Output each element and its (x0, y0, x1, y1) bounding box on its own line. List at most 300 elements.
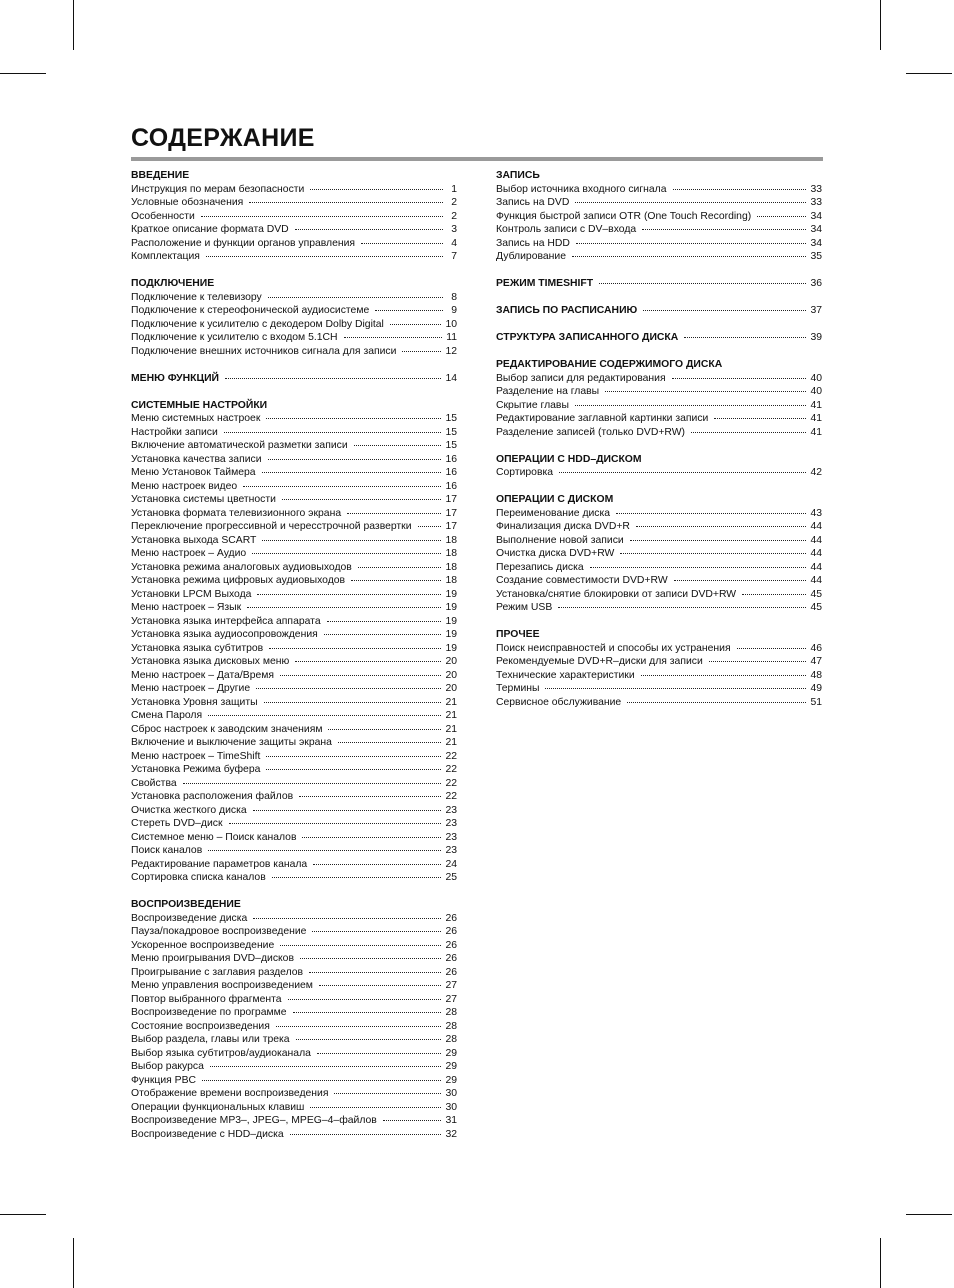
page-number: 15 (445, 426, 457, 438)
toc-entry[interactable] (131, 210, 457, 224)
page-number: 18 (445, 548, 457, 559)
toc-entry[interactable] (131, 750, 457, 764)
toc-entry[interactable] (131, 925, 457, 939)
dot-leader (262, 540, 441, 541)
toc-entry[interactable] (496, 237, 822, 251)
toc-entry[interactable] (131, 790, 457, 804)
toc-entry[interactable] (131, 331, 457, 345)
page-number: 17 (445, 507, 457, 519)
page-number: 41 (810, 426, 822, 438)
toc-entry[interactable] (131, 763, 457, 777)
crop-mark-top-right-v (880, 0, 881, 50)
title-underline (131, 157, 823, 161)
page-number: 28 (445, 1007, 457, 1018)
entry-label: Установка режима аналоговых аудиовыходов (131, 561, 352, 573)
toc-entry[interactable] (131, 574, 457, 588)
entry-label: Сброс настроек к заводским значениям (131, 723, 323, 735)
dot-leader (390, 324, 442, 325)
toc-entry[interactable] (131, 601, 457, 615)
toc-entry[interactable] (131, 979, 457, 993)
entry-label: Выбор ракурса (131, 1061, 204, 1072)
entry-label: Рекомендуемые DVD+R–диски для записи (496, 656, 703, 667)
dot-leader (268, 297, 443, 298)
crop-mark-top-left-v (73, 0, 74, 50)
toc-entry[interactable] (131, 952, 457, 966)
dot-leader (361, 243, 443, 244)
toc-entry[interactable] (131, 723, 457, 737)
toc-entry[interactable] (131, 736, 457, 750)
entry-label: Скрытие главы (496, 399, 569, 411)
entry-label: Установка/снятие блокировки от записи DVD+RW (496, 588, 737, 600)
dot-leader (208, 850, 441, 851)
toc-entry[interactable] (496, 466, 822, 480)
crop-mark-top-left-h (0, 73, 46, 74)
page-number: 22 (445, 777, 457, 789)
dot-leader (257, 594, 441, 595)
toc-entry[interactable] (131, 966, 457, 980)
entry-label: Подключение внешних источников сигнала для записи (131, 345, 397, 357)
entry-label: Подключение к усилителю с декодером Dolby Digital (131, 318, 384, 330)
page-number: 44 (810, 561, 822, 573)
toc-entry[interactable] (131, 777, 457, 791)
entry-label: Термины (496, 683, 540, 694)
dot-leader (575, 202, 806, 203)
entry-label: РЕЖИМ TIMESHIFT (496, 278, 594, 289)
entry-label: Условные обозначения (131, 197, 244, 208)
page-title: СОДЕРЖАНИЕ (131, 124, 315, 152)
entry-label: Выбор источника входного сигнала (496, 183, 667, 195)
toc-entry[interactable] (496, 426, 822, 440)
entry-label: Поиск неисправностей и способы их устранения (496, 642, 731, 654)
toc-entry[interactable] (496, 588, 822, 602)
page-number: 35 (810, 251, 822, 262)
toc-heading-entry[interactable] (496, 277, 822, 291)
page-number: 49 (810, 683, 822, 694)
dot-leader (253, 918, 441, 919)
dot-leader (309, 972, 441, 973)
dot-leader (310, 1107, 441, 1108)
toc-entry[interactable] (131, 939, 457, 953)
dot-leader (256, 688, 441, 689)
dot-leader (313, 864, 441, 865)
dot-leader (293, 1012, 442, 1013)
dot-leader (358, 567, 442, 568)
page-number: 16 (445, 467, 457, 478)
dot-leader (737, 648, 807, 649)
toc-entry[interactable] (496, 399, 822, 413)
entry-label: Разделение на главы (496, 386, 600, 397)
entry-label: Стереть DVD–диск (131, 818, 223, 829)
dot-leader (672, 378, 807, 379)
entry-label: Финализация диска DVD+R (496, 521, 630, 532)
toc-entry[interactable] (131, 709, 457, 723)
toc-entry[interactable] (496, 655, 822, 669)
dot-leader (572, 256, 806, 257)
toc-entry[interactable] (496, 574, 822, 588)
entry-label: Технические характеристики (496, 669, 635, 681)
dot-leader (643, 310, 806, 311)
entry-label: Установки LPCM Выхода (131, 588, 252, 600)
toc-entry[interactable] (131, 1020, 457, 1034)
page-number: 19 (445, 602, 457, 613)
dot-leader (328, 729, 441, 730)
page-number: 12 (445, 345, 457, 357)
section-heading: ЗАПИСЬ (496, 170, 540, 181)
dot-leader (344, 337, 443, 338)
dot-leader (272, 877, 442, 878)
page-number: 18 (445, 534, 457, 546)
page-number: 16 (445, 480, 457, 492)
crop-mark-bottom-right-h (906, 1214, 952, 1215)
dot-leader (310, 189, 443, 190)
page-number: 20 (445, 683, 457, 694)
entry-label: Краткое описание формата DVD (131, 224, 289, 235)
toc-section (496, 358, 822, 439)
entry-label: Меню системных настроек (131, 413, 261, 424)
toc-entry[interactable] (131, 196, 457, 210)
dot-leader (312, 931, 441, 932)
entry-label: Воспроизведение MP3–, JPEG–, MPEG–4–файлов (131, 1115, 377, 1126)
toc-entry[interactable] (131, 439, 457, 453)
dot-leader (302, 837, 441, 838)
page-number: 27 (445, 993, 457, 1005)
page-number: 45 (810, 588, 822, 600)
entry-label: Включение и выключение защиты экрана (131, 737, 332, 748)
page-number: 21 (445, 737, 457, 748)
dot-leader (266, 769, 441, 770)
toc-entry[interactable] (131, 520, 457, 534)
page-number: 48 (810, 669, 822, 681)
entry-label: Меню настроек видео (131, 480, 238, 492)
toc-entry[interactable] (131, 183, 457, 197)
toc-section (496, 169, 822, 264)
page-number: 23 (445, 804, 457, 816)
toc-section (131, 277, 457, 358)
toc-entry[interactable] (496, 372, 822, 386)
toc-entry[interactable] (131, 466, 457, 480)
dot-leader (673, 189, 807, 190)
page-number: 27 (445, 980, 457, 991)
dot-leader (208, 715, 441, 716)
page-number: 1 (451, 183, 457, 195)
toc-entry[interactable] (496, 642, 822, 656)
entry-label: Установка расположения файлов (131, 791, 294, 802)
toc-entry[interactable] (131, 291, 457, 305)
toc-entry[interactable] (496, 682, 822, 696)
toc-entry[interactable] (131, 345, 457, 359)
toc-left-column (131, 169, 457, 1155)
entry-label: Выполнение новой записи (496, 534, 624, 546)
toc-entry[interactable] (131, 588, 457, 602)
entry-label: Свойства (131, 777, 177, 789)
toc-entry[interactable] (131, 1114, 457, 1128)
dot-leader (641, 675, 807, 676)
dot-leader (605, 391, 806, 392)
toc-section (131, 399, 457, 885)
toc-entry[interactable] (131, 1101, 457, 1115)
page-number: 43 (810, 507, 822, 519)
page-number: 29 (445, 1061, 457, 1072)
toc-entry[interactable] (131, 628, 457, 642)
dot-leader (674, 580, 807, 581)
entry-label: Отображение времени воспроизведения (131, 1088, 329, 1099)
toc-entry[interactable] (131, 318, 457, 332)
page-number: 20 (445, 656, 457, 667)
page-number: 36 (810, 278, 822, 289)
entry-label: Установка языка субтитров (131, 642, 264, 654)
page-number: 44 (810, 575, 822, 586)
toc-entry[interactable] (131, 561, 457, 575)
section-heading: РЕДАКТИРОВАНИЕ СОДЕРЖИМОГО ДИСКА (496, 359, 723, 370)
toc-section (496, 304, 822, 318)
entry-label: Установка Режима буфера (131, 764, 261, 775)
toc-entry[interactable] (496, 385, 822, 399)
dot-leader (225, 378, 441, 379)
toc-entry[interactable] (131, 507, 457, 521)
toc-entry[interactable] (496, 561, 822, 575)
dot-leader (247, 607, 441, 608)
entry-label: Воспроизведение диска (131, 912, 248, 924)
toc-entry[interactable] (131, 871, 457, 885)
dot-leader (280, 675, 441, 676)
dot-leader (280, 945, 441, 946)
toc-entry[interactable] (131, 547, 457, 561)
toc-entry[interactable] (131, 412, 457, 426)
dot-leader (691, 432, 806, 433)
entry-label: Проигрывание с заглавия разделов (131, 966, 304, 978)
page-number: 22 (445, 791, 457, 802)
dot-leader (268, 459, 442, 460)
toc-entry[interactable] (131, 655, 457, 669)
toc-entry[interactable] (496, 669, 822, 683)
toc-entry[interactable] (496, 696, 822, 710)
toc-entry[interactable] (131, 817, 457, 831)
entry-label: Переименование диска (496, 507, 611, 519)
entry-label: Переключение прогрессивной и чересстрочной развертки (131, 521, 412, 532)
entry-label: Функция быстрой записи OTR (One Touch Recording) (496, 210, 752, 222)
dot-leader (206, 256, 443, 257)
page-number: 15 (445, 413, 457, 424)
entry-label: Режим USB (496, 602, 553, 613)
dot-leader (347, 513, 441, 514)
page-number: 19 (445, 629, 457, 640)
dot-leader (575, 405, 807, 406)
page-number: 23 (445, 845, 457, 856)
entry-label: Установка языка дисковых меню (131, 656, 290, 667)
page-number: 22 (445, 764, 457, 775)
toc-entry[interactable] (131, 237, 457, 251)
entry-label: СТРУКТУРА ЗАПИСАННОГО ДИСКА (496, 332, 679, 343)
page-number: 33 (810, 197, 822, 208)
dot-leader (266, 418, 441, 419)
entry-label: Перезапись диска (496, 561, 584, 573)
page-number: 7 (451, 251, 457, 262)
entry-label: Разделение записей (только DVD+RW) (496, 426, 686, 438)
dot-leader (224, 432, 442, 433)
dot-leader (616, 513, 806, 514)
page-number: 29 (445, 1074, 457, 1086)
toc-entry[interactable] (131, 642, 457, 656)
entry-label: Функция PBC (131, 1074, 197, 1086)
page-number: 30 (445, 1088, 457, 1099)
page-number: 45 (810, 602, 822, 613)
dot-leader (282, 499, 442, 500)
page-number: 34 (810, 237, 822, 249)
toc-entry[interactable] (131, 304, 457, 318)
dot-leader (327, 621, 442, 622)
toc-entry[interactable] (131, 493, 457, 507)
toc-entry[interactable] (131, 615, 457, 629)
dot-leader (558, 607, 806, 608)
page-number: 47 (810, 656, 822, 667)
page-number: 26 (445, 912, 457, 924)
dot-leader (201, 216, 443, 217)
toc-entry[interactable] (496, 520, 822, 534)
entry-label: Редактирование заглавной картинки записи (496, 413, 709, 424)
toc-section (131, 898, 457, 1141)
entry-label: Подключение к телевизору (131, 291, 262, 303)
dot-leader (300, 958, 441, 959)
toc-heading-entry[interactable] (496, 331, 822, 345)
toc-entry[interactable] (131, 1033, 457, 1047)
page-number: 22 (445, 750, 457, 762)
entry-label: Настройки записи (131, 426, 218, 438)
entry-label: Установка качества записи (131, 453, 262, 465)
toc-entry[interactable] (131, 844, 457, 858)
page-number: 21 (445, 710, 457, 721)
toc-entry[interactable] (131, 1047, 457, 1061)
page-number: 34 (810, 210, 822, 222)
toc-entry[interactable] (496, 547, 822, 561)
toc-entry[interactable] (131, 223, 457, 237)
toc-entry[interactable] (131, 480, 457, 494)
toc-entry[interactable] (496, 507, 822, 521)
dot-leader (351, 580, 441, 581)
toc-entry[interactable] (131, 453, 457, 467)
dot-leader (709, 661, 807, 662)
entry-label: Комплектация (131, 251, 200, 262)
toc-entry[interactable] (131, 696, 457, 710)
entry-label: Очистка диска DVD+RW (496, 548, 615, 559)
section-heading: ВОСПРОИЗВЕДЕНИЕ (131, 899, 241, 910)
page-number: 23 (445, 831, 457, 843)
page-number: 18 (445, 561, 457, 573)
page-number: 2 (451, 197, 457, 208)
toc-entry[interactable] (131, 993, 457, 1007)
entry-label: Системное меню – Поиск каналов (131, 831, 297, 843)
dot-leader (269, 648, 441, 649)
page-number: 26 (445, 926, 457, 937)
page-number: 17 (445, 521, 457, 532)
dot-leader (210, 1066, 442, 1067)
dot-leader (243, 486, 441, 487)
dot-leader (183, 783, 442, 784)
toc-entry[interactable] (131, 912, 457, 926)
toc-entry[interactable] (496, 210, 822, 224)
entry-label: Установка системы цветности (131, 494, 276, 505)
toc-entry[interactable] (131, 831, 457, 845)
page-number: 21 (445, 696, 457, 708)
toc-entry[interactable] (496, 223, 822, 237)
entry-label: Воспроизведение с HDD–диска (131, 1128, 284, 1140)
toc-section (496, 277, 822, 291)
toc-entry[interactable] (496, 412, 822, 426)
entry-label: Меню настроек – Аудио (131, 548, 247, 559)
dot-leader (338, 742, 442, 743)
page-number: 21 (445, 723, 457, 735)
toc-entry[interactable] (131, 804, 457, 818)
entry-label: Особенности (131, 210, 195, 222)
entry-label: Выбор раздела, главы или трека (131, 1034, 290, 1045)
toc-heading-entry[interactable] (131, 372, 457, 386)
dot-leader (262, 472, 442, 473)
toc-entry[interactable] (131, 426, 457, 440)
crop-mark-bottom-left-h (0, 1214, 46, 1215)
entry-label: Установка Уровня защиты (131, 696, 258, 708)
page-number: 19 (445, 642, 457, 654)
entry-label: Подключение к усилителю с входом 5.1CH (131, 332, 338, 343)
dot-leader (576, 243, 807, 244)
dot-leader (620, 553, 806, 554)
toc-entry[interactable] (131, 534, 457, 548)
page-number: 32 (445, 1128, 457, 1140)
page-number: 40 (810, 386, 822, 397)
toc-entry[interactable] (131, 1128, 457, 1142)
entry-label: Включение автоматической разметки записи (131, 440, 348, 451)
toc-entry[interactable] (131, 682, 457, 696)
page-number: 40 (810, 372, 822, 384)
toc-entry[interactable] (131, 250, 457, 264)
dot-leader (253, 810, 442, 811)
toc-heading-entry[interactable] (496, 304, 822, 318)
dot-leader (266, 756, 441, 757)
page-number: 14 (445, 372, 457, 384)
page-number: 33 (810, 183, 822, 195)
toc-entry[interactable] (496, 196, 822, 210)
page-number: 2 (451, 210, 457, 222)
section-heading: ПРОЧЕЕ (496, 629, 540, 640)
toc-entry[interactable] (496, 601, 822, 615)
dot-leader (202, 1080, 441, 1081)
toc-entry[interactable] (496, 534, 822, 548)
toc-section (496, 628, 822, 709)
toc-entry[interactable] (131, 1087, 457, 1101)
toc-entry[interactable] (131, 1074, 457, 1088)
toc-entry[interactable] (131, 669, 457, 683)
entry-label: Дублирование (496, 251, 566, 262)
dot-leader (684, 337, 806, 338)
toc-entry[interactable] (496, 183, 822, 197)
entry-label: Состояние воспроизведения (131, 1020, 270, 1032)
page-number: 24 (445, 858, 457, 870)
entry-label: Создание совместимости DVD+RW (496, 575, 668, 586)
dot-leader (276, 1026, 442, 1027)
toc-entry[interactable] (496, 250, 822, 264)
toc-entry[interactable] (131, 1006, 457, 1020)
dot-leader (599, 283, 806, 284)
entry-label: Сортировка (496, 467, 554, 478)
section-heading: ОПЕРАЦИИ С HDD–ДИСКОМ (496, 453, 642, 465)
entry-label: Запись на HDD (496, 237, 570, 249)
toc-section (496, 331, 822, 345)
page-number: 46 (810, 642, 822, 654)
section-heading: ВВЕДЕНИЕ (131, 170, 190, 181)
toc-entry[interactable] (131, 1060, 457, 1074)
toc-entry[interactable] (131, 858, 457, 872)
entry-label: Повтор выбранного фрагмента (131, 993, 282, 1005)
entry-label: Меню настроек – TimeShift (131, 750, 261, 762)
entry-label: Установка языка интерфейса аппарата (131, 615, 321, 627)
